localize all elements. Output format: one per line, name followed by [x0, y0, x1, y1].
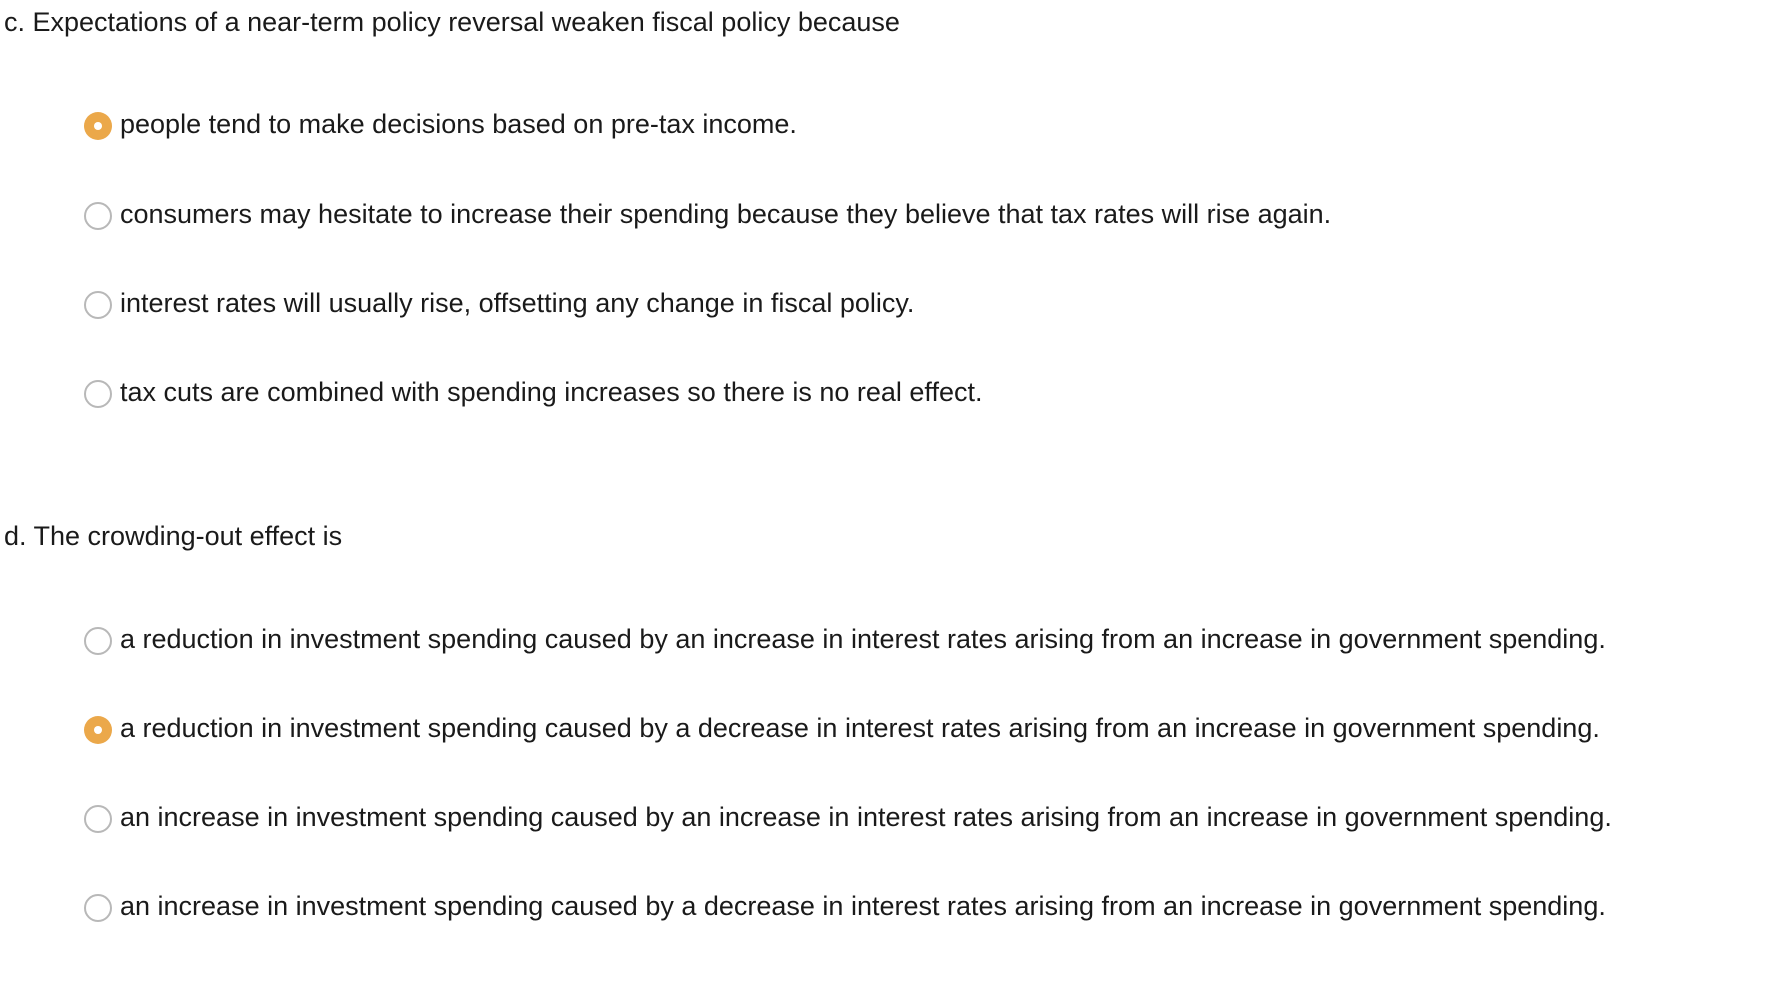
- option-label: interest rates will usually rise, offsetting any change in fiscal policy.: [120, 288, 915, 318]
- radio-button[interactable]: [84, 627, 112, 655]
- radio-button[interactable]: [84, 202, 112, 230]
- question-c-option-4[interactable]: [84, 374, 1759, 411]
- option-label: an increase in investment spending caused by an increase in interest rates arising from an increase in government spending.: [120, 802, 1612, 832]
- radio-button[interactable]: [84, 805, 112, 833]
- option-label: an increase in investment spending caused by a decrease in interest rates arising from an increase in government spending.: [120, 891, 1606, 921]
- option-label: consumers may hesitate to increase their spending because they believe that tax rates will rise again.: [120, 199, 1332, 229]
- radio-button[interactable]: [84, 894, 112, 922]
- radio-button-selected[interactable]: [84, 716, 112, 744]
- option-label: a reduction in investment spending caused by an increase in interest rates arising from an increase in government spending.: [120, 624, 1606, 654]
- question-c-option-1[interactable]: [84, 106, 1759, 143]
- question-d-option-2[interactable]: [84, 710, 1759, 747]
- radio-button-selected[interactable]: [84, 112, 112, 140]
- question-d-prompt: d. The crowding-out effect is: [4, 521, 343, 551]
- question-c-prompt: c. Expectations of a near-term policy reversal weaken fiscal policy because: [4, 7, 900, 37]
- question-d-option-4[interactable]: [84, 888, 1759, 925]
- option-label: people tend to make decisions based on pre-tax income.: [120, 109, 797, 139]
- radio-button[interactable]: [84, 380, 112, 408]
- question-d-option-1[interactable]: [84, 621, 1759, 658]
- radio-button[interactable]: [84, 291, 112, 319]
- question-c-option-3[interactable]: [84, 285, 1759, 322]
- question-c-option-2[interactable]: [84, 196, 1759, 233]
- option-label: a reduction in investment spending caused by a decrease in interest rates arising from an increase in government spending.: [120, 713, 1600, 743]
- option-label: tax cuts are combined with spending increases so there is no real effect.: [120, 377, 983, 407]
- question-d-option-3[interactable]: [84, 799, 1759, 836]
